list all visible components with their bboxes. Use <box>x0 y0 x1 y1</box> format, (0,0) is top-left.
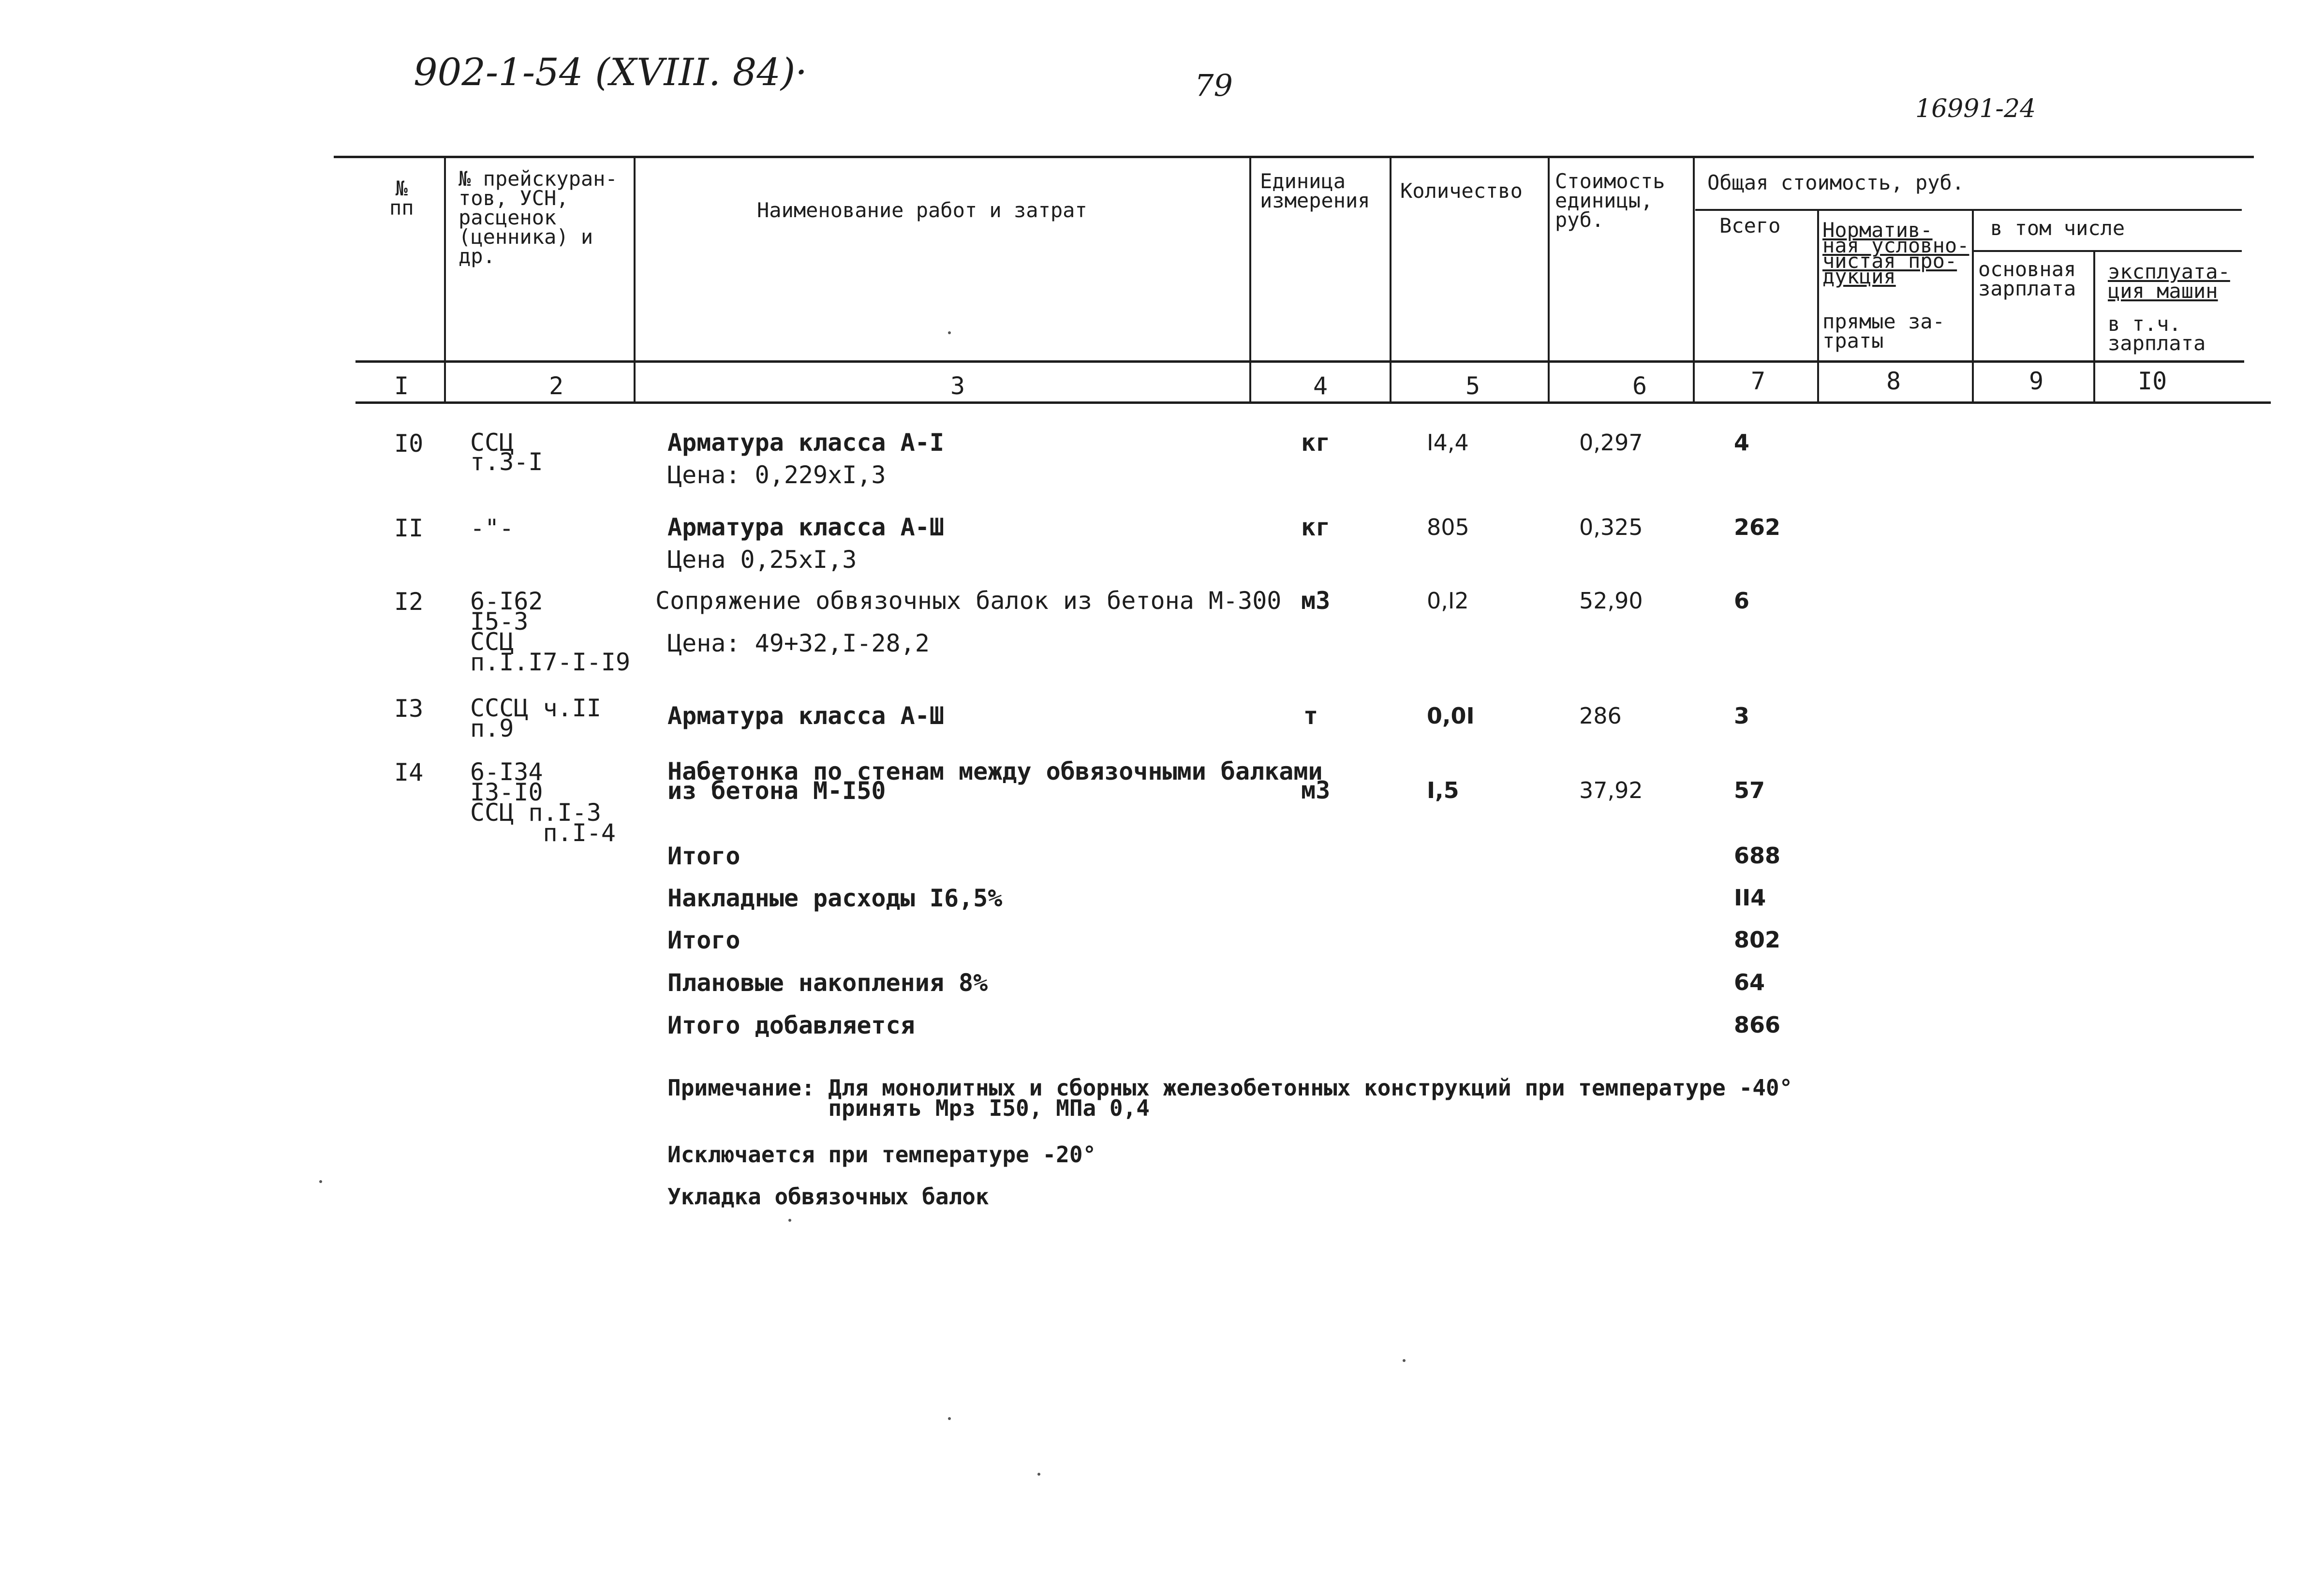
header-col-7: Всего <box>1719 214 1781 237</box>
scan-speck <box>948 331 951 334</box>
summary-value: 64 <box>1734 969 1765 995</box>
summary-label: Плановые накопления 8% <box>667 969 988 997</box>
row-name: Арматура класса А-Ш <box>667 513 944 541</box>
summary-value: 802 <box>1734 927 1781 953</box>
col-number-8: 8 <box>1886 367 1901 395</box>
col-divider-5 <box>1548 156 1550 403</box>
header-col-5: Количество <box>1400 179 1523 203</box>
row-quantity: 805 <box>1427 514 1469 540</box>
row-name: Сопряжение обвязочных балок из бетона М-300 <box>655 587 1282 615</box>
row-price: Цена: 49+32,I-28,2 <box>667 629 930 657</box>
row-name: Арматура класса А-I <box>667 429 944 457</box>
note-text: Примечание: Для монолитных и сборных железобетонных конструкций при температуре -40° принять Мрз I50, МПа 0,4 <box>667 1075 1793 1121</box>
col-number-1: I <box>394 372 409 400</box>
col-divider-1 <box>444 156 446 403</box>
header-col-9: основная зарплата <box>1978 257 2076 300</box>
header-col-8-top: Норматив- ная условно- чистая про- дукция <box>1822 218 1969 288</box>
col-number-9: 9 <box>2029 367 2044 395</box>
col-divider-9 <box>2093 250 2095 403</box>
header-col-10-top: эксплуата- ция машин <box>2108 260 2230 303</box>
row-unit-cost: 37,92 <box>1579 777 1643 803</box>
row-number: II <box>394 514 424 542</box>
header-total-cost: Общая стоимость, руб. <box>1707 171 1965 194</box>
row-reference: 6-I34 I3-I0 ССЦ п.I-3 п.I-4 <box>470 758 616 847</box>
row-unit-cost: 0,297 <box>1579 429 1643 456</box>
row-number: I0 <box>394 429 424 458</box>
scan-speck <box>948 1417 951 1420</box>
row-total: 3 <box>1734 703 1750 729</box>
number-row-rule <box>355 401 2271 404</box>
row-reference: СССЦ ч.II п.9 <box>470 694 601 742</box>
row-unit: м3 <box>1301 587 1331 615</box>
row-name: Арматура класса А-Ш <box>667 702 944 730</box>
summary-label: Итого добавляется <box>667 1011 915 1039</box>
row-number: I3 <box>394 695 424 723</box>
col-number-2: 2 <box>549 372 564 400</box>
archive-number: 16991-24 <box>1915 94 2036 123</box>
row-reference: 6-I62 I5-3 ССЦ п.I.I7-I-I9 <box>470 587 631 676</box>
col-divider-8 <box>1972 209 1974 403</box>
row-total: 4 <box>1734 429 1750 456</box>
col-number-4: 4 <box>1313 372 1328 400</box>
col-divider-4 <box>1390 156 1391 403</box>
summary-value: 688 <box>1734 843 1781 869</box>
row-number: I4 <box>394 758 424 786</box>
incl-rule <box>1973 250 2242 252</box>
header-col-6: Стоимость единицы, руб. <box>1555 169 1665 232</box>
col-number-10: I0 <box>2138 367 2167 395</box>
row-quantity: I4,4 <box>1427 429 1469 456</box>
col-divider-2 <box>634 156 636 403</box>
header-incl: в том числе <box>1990 216 2125 240</box>
scan-speck <box>788 1219 791 1222</box>
document-code: 902-1-54 (XVIII. 84)· <box>414 51 808 94</box>
row-price: Цена: 0,229хI,3 <box>667 461 886 489</box>
row-quantity: 0,0I <box>1427 703 1475 729</box>
row-quantity: 0,I2 <box>1427 588 1469 614</box>
col-number-3: 3 <box>950 372 965 400</box>
row-unit-cost: 0,325 <box>1579 514 1643 540</box>
table-top-rule <box>334 156 2254 158</box>
header-col-3: Наименование работ и затрат <box>757 198 1087 222</box>
header-col-2: № прейскуран- тов, УСН, расценок (ценника) и др. <box>459 167 618 268</box>
total-cost-rule <box>1695 209 2242 211</box>
header-col-10-bottom: в т.ч. зарплата <box>2108 312 2206 355</box>
row-total: 6 <box>1734 588 1750 614</box>
row-unit: кг <box>1301 513 1331 541</box>
col-number-5: 5 <box>1465 372 1480 400</box>
col-divider-3 <box>1249 156 1251 403</box>
row-quantity: I,5 <box>1427 777 1459 803</box>
scan-speck <box>1403 1359 1406 1362</box>
row-unit: кг <box>1301 429 1331 457</box>
col-divider-6 <box>1693 156 1695 403</box>
page-number: 79 <box>1195 68 1233 103</box>
row-total: 262 <box>1734 514 1781 540</box>
row-reference: ССЦ т.3-I <box>470 429 543 476</box>
col-number-7: 7 <box>1751 367 1766 395</box>
scan-speck <box>1037 1473 1040 1476</box>
col-number-6: 6 <box>1632 372 1647 400</box>
excluded-note: Исключается при температуре -20° <box>667 1141 1096 1168</box>
row-name: Набетонка по стенам между обвязочными балками из бетона М-I50 <box>667 757 1323 805</box>
header-bottom-rule <box>355 360 2244 363</box>
row-unit-cost: 286 <box>1579 703 1622 729</box>
header-col-4: Единица измерения <box>1260 169 1370 212</box>
col-divider-7 <box>1817 209 1819 403</box>
row-reference: -"- <box>470 514 514 542</box>
summary-label: Итого <box>667 842 740 870</box>
summary-value: 866 <box>1734 1012 1781 1038</box>
summary-label: Накладные расходы I6,5% <box>667 884 1003 912</box>
scan-speck <box>319 1180 322 1183</box>
laying-note: Укладка обвязочных балок <box>667 1184 989 1210</box>
row-unit-cost: 52,90 <box>1579 588 1643 614</box>
row-unit: м3 <box>1301 776 1331 804</box>
row-price: Цена 0,25хI,3 <box>667 546 857 574</box>
header-col-8-bottom: прямые за- траты <box>1822 310 1945 353</box>
summary-value: II4 <box>1734 885 1766 911</box>
header-col-1: № пп <box>389 177 414 220</box>
row-total: 57 <box>1734 777 1765 803</box>
row-number: I2 <box>394 588 424 616</box>
row-unit: т <box>1303 702 1318 730</box>
summary-label: Итого <box>667 926 740 954</box>
